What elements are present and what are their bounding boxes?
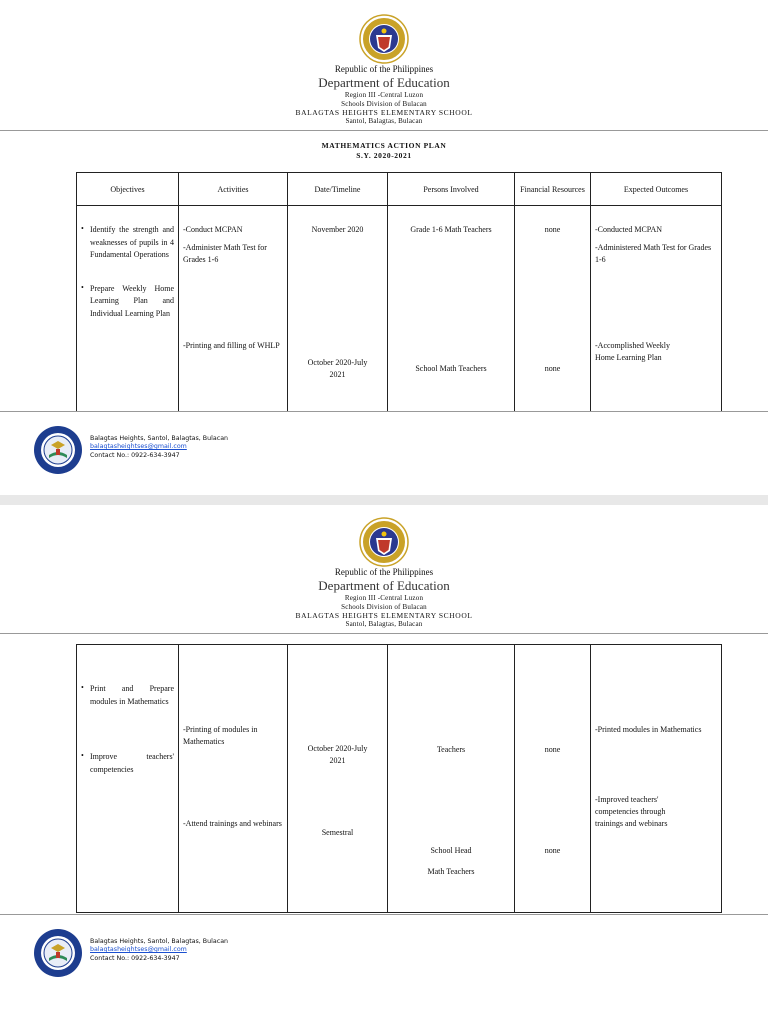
footer-address: Balagtas Heights, Santol, Balagtas, Bulacan [90,938,229,945]
financial-text: none [544,364,561,373]
persons-text: Teachers [436,745,466,754]
school-name: BALAGTAS HEIGHTS ELEMENTARY SCHOOL [295,108,473,117]
school-name: BALAGTAS HEIGHTS ELEMENTARY SCHOOL [295,611,473,620]
school-logo-icon [33,425,83,475]
activity-text: -Printing of modules in Mathematics [183,725,258,746]
column-header: Activities [179,173,288,206]
objective-item: • Print and Prepare modules in Mathematics [81,683,174,708]
document-page-2 [0,505,768,1024]
column-header: Date/Timeline [288,173,388,206]
outcome-text: -Accomplished Weekly Home Learning Plan [595,341,670,362]
republic-label: Republic of the Philippines [334,567,434,577]
department-name: Department of Education [318,578,450,593]
plan-year: S.Y. 2020-2021 [356,151,412,160]
persons-text: School Math Teachers [415,364,487,373]
activity-text: -Printing and filling of WHLP [183,341,280,350]
header-divider [0,130,768,131]
objective-item: • Prepare Weekly Home Learning Plan and Individual Learning Plan [81,283,174,321]
school-logo-icon [33,928,83,978]
objective-item: • Improve teachers' competencies [81,751,174,776]
table-header-row [77,173,722,206]
financial-text: none [544,225,561,234]
deped-seal-icon [359,14,409,64]
activity-text: -Conduct MCPAN [183,225,243,234]
document-page-1 [0,0,768,495]
action-plan-table [76,172,722,412]
footer-email-link[interactable]: balagtasheightses@gmail.com [90,946,187,954]
column-header: Expected Outcomes [591,173,722,206]
footer-contact: Contact No.: 0922-634-3947 [90,451,180,459]
deped-seal-icon [359,517,409,567]
date-text: November 2020 [311,225,364,234]
column-header: Financial Resources [515,173,591,206]
region-label: Region III -Central Luzon [344,594,424,602]
footer-divider [0,914,768,915]
department-name: Department of Education [318,75,450,90]
date-text: October 2020-July 2021 [307,358,368,379]
financial-text: none [544,846,561,855]
outcome-text: -Printed modules in Mathematics [595,725,702,734]
persons-text: Math Teachers [427,867,475,876]
footer-contact: Contact No.: 0922-634-3947 [90,954,180,962]
school-address: Santol, Balagtas, Bulacan [345,620,423,628]
objective-text: Prepare Weekly Home Learning Plan and Individual Learning Plan [90,283,174,318]
footer [33,928,753,978]
outcome-text: -Improved teachers' competencies through trainings and webinars [595,795,668,828]
footer [33,425,753,475]
column-header: Objectives [77,173,179,206]
footer-email-link[interactable]: balagtasheightses@gmail.com [90,443,187,451]
date-text: Semestral [321,828,354,837]
date-text: October 2020-July 2021 [307,744,368,765]
action-plan-table-continued [76,644,722,913]
persons-text: School Head [430,846,472,855]
activity-text: -Attend trainings and webinars [183,819,282,828]
region-label: Region III -Central Luzon [344,91,424,99]
plan-title: MATHEMATICS ACTION PLAN [321,141,447,150]
republic-label: Republic of the Philippines [334,64,434,74]
objective-text: Identify the strength and weaknesses of pupils in 4 Fundamental Operations [90,225,174,259]
header-divider [0,633,768,634]
footer-address: Balagtas Heights, Santol, Balagtas, Bulacan [90,435,229,442]
school-address: Santol, Balagtas, Bulacan [345,117,423,125]
table-row [77,645,722,913]
column-header: Persons Involved [388,173,515,206]
table-row [77,206,722,412]
outcome-text: -Conducted MCPAN [595,225,663,234]
objective-item: • Identify the strength and weaknesses of pupils in 4 Fundamental Operations [81,224,174,262]
division-label: Schools Division of Bulacan [341,99,427,108]
activity-text: -Administer Math Test for Grades 1-6 [183,243,267,264]
persons-text: Grade 1-6 Math Teachers [410,225,492,234]
division-label: Schools Division of Bulacan [341,602,427,611]
outcome-text: -Administered Math Test for Grades 1-6 [595,243,712,264]
objective-text: Improve teachers' competencies [90,752,174,774]
objective-text: Print and Prepare modules in Mathematics [90,684,174,706]
footer-divider [0,411,768,412]
financial-text: none [544,745,561,754]
